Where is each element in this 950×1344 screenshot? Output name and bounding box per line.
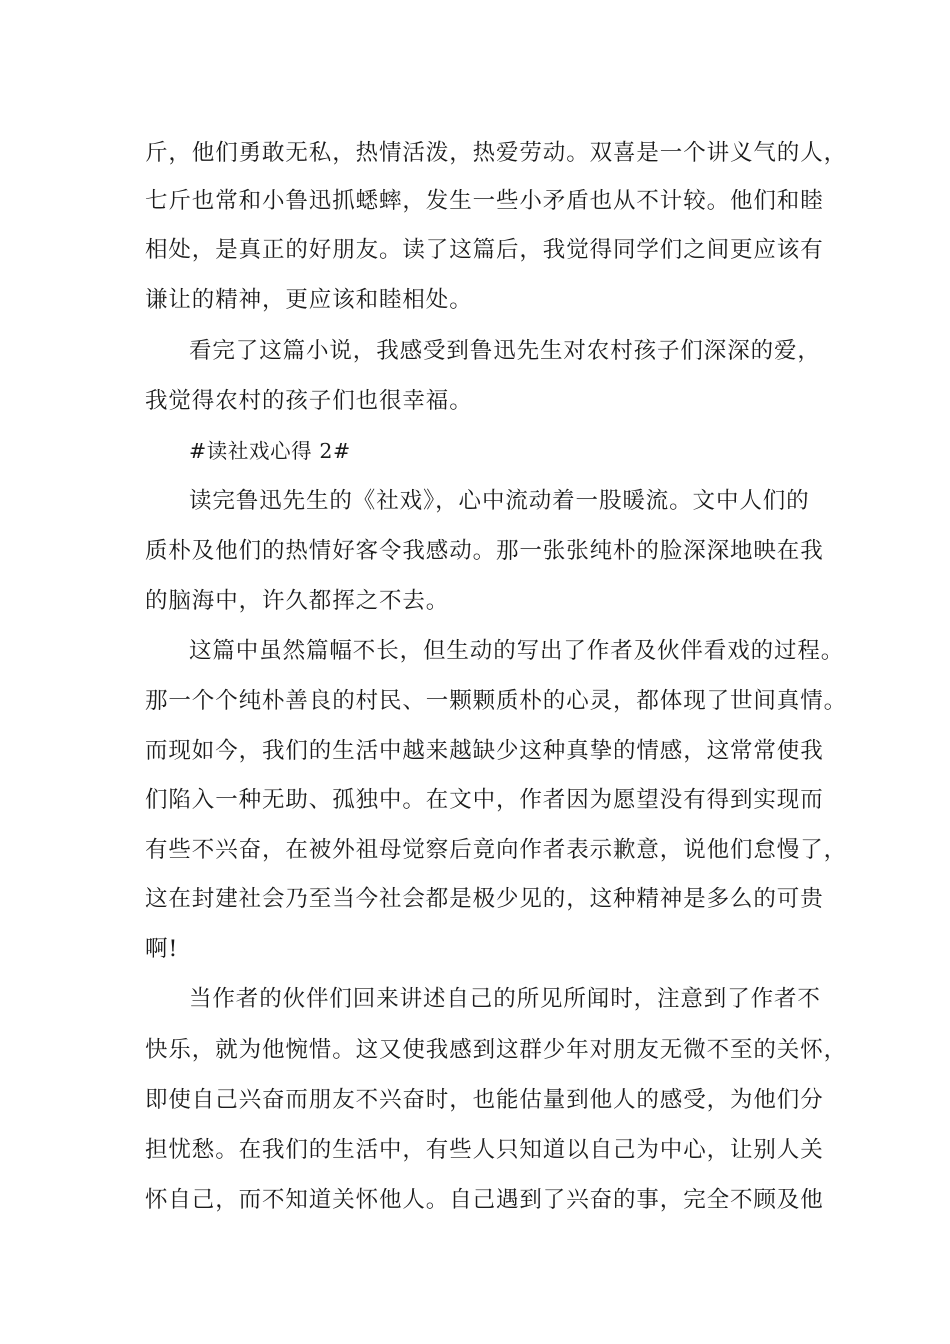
text-line: 的脑海中，许久都挥之不去。 [145, 588, 450, 614]
text-line: 我觉得农村的孩子们也很幸福。 [145, 388, 473, 414]
text-line: 那一个个纯朴善良的村民、一颗颗质朴的心灵，都体现了世间真情。 [145, 688, 848, 714]
text-line: 斤，他们勇敢无私，热情活泼，热爱劳动。双喜是一个讲义气的人， [145, 140, 848, 166]
text-line: 怀自己，而不知道关怀他人。自己遇到了兴奋的事，完全不顾及他 [145, 1187, 824, 1213]
text-line: 相处，是真正的好朋友。读了这篇后，我觉得同学们之间更应该有 [145, 237, 824, 263]
text-line: 即使自己兴奋而朋友不兴奋时，也能估量到他人的感受，为他们分 [145, 1087, 824, 1113]
text-line: 这篇中虽然篇幅不长，但生动的写出了作者及伙伴看戏的过程。 [189, 638, 845, 664]
text-line: 这在封建社会乃至当今社会都是极少见的，这种精神是多么的可贵 [145, 886, 824, 912]
text-line: 读完鲁迅先生的《社戏》，心中流动着一股暖流。文中人们的 [189, 488, 810, 514]
section-heading: #读社戏心得 2# [189, 439, 351, 463]
text-line: 啊! [145, 936, 179, 962]
text-line: 而现如今，我们的生活中越来越缺少这种真挚的情感，这常常使我 [145, 738, 824, 764]
text-line: 看完了这篇小说，我感受到鲁迅先生对农村孩子们深深的爱， [189, 338, 821, 364]
text-line: 七斤也常和小鲁迅抓蟋蟀，发生一些小矛盾也从不计较。他们和睦 [145, 188, 824, 214]
text-line: 有些不兴奋，在被外祖母觉察后竟向作者表示歉意，说他们怠慢了， [145, 837, 848, 863]
text-line: 担忧愁。在我们的生活中，有些人只知道以自己为中心，让别人关 [145, 1137, 824, 1163]
text-line: 质朴及他们的热情好客令我感动。那一张张纯朴的脸深深地映在我 [145, 538, 824, 564]
text-line: 谦让的精神，更应该和睦相处。 [145, 287, 473, 313]
text-line: 们陷入一种无助、孤独中。在文中，作者因为愿望没有得到实现而 [145, 787, 824, 813]
text-line: 快乐，就为他惋惜。这又使我感到这群少年对朋友无微不至的关怀， [145, 1037, 848, 1063]
text-line: 当作者的伙伴们回来讲述自己的所见所闻时，注意到了作者不 [189, 986, 821, 1012]
